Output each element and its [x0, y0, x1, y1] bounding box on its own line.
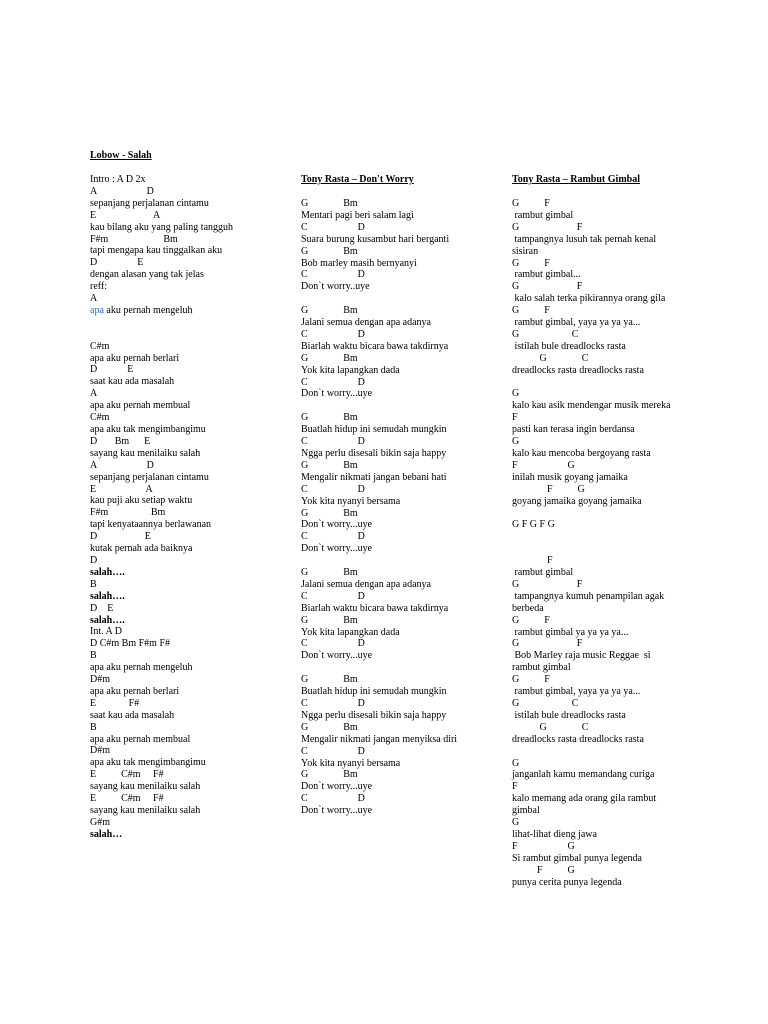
lyric-line: C D — [301, 698, 365, 709]
lyric-line: D E — [90, 257, 144, 269]
lyric-line: Mentari pagi beri salam lagi — [301, 209, 414, 221]
lyric-line: sayang kau menilaiku salah — [90, 447, 201, 459]
lyric-line: D#m — [90, 674, 110, 686]
lyric-line: apa aku pernah berlari — [90, 352, 180, 364]
lyric-line — [512, 543, 682, 555]
lyric-line: G C — [512, 721, 589, 733]
lyric-line: Don`t worry..uye — [301, 281, 370, 293]
lyric-line: G Bm — [301, 721, 358, 733]
lyric-line — [301, 555, 501, 567]
song-title: Tony Rasta – Rambut Gimbal — [512, 174, 640, 185]
lyric-line: F — [512, 412, 518, 424]
lyric-line: pasti kan terasa ingin berdansa — [512, 424, 635, 436]
lyric-line: Yok kita nyanyi bersama — [301, 757, 401, 769]
lyric-line: sayang kau menilaiku salah — [90, 781, 201, 793]
lyric-line: F#m Bm — [90, 507, 166, 519]
lyric-line: G F — [512, 198, 550, 209]
lyric-line: D — [90, 554, 98, 566]
lyric-line: C#m — [90, 412, 110, 424]
lyric-line: apa aku pernah membual — [90, 400, 191, 412]
lyric-line — [512, 377, 682, 389]
lyric-line: C D — [301, 638, 365, 650]
lyric-line: tampangnya kumuh penampilan agak — [512, 590, 665, 602]
lyric-line: gimbal — [512, 805, 540, 817]
lyric-line: G F — [512, 638, 583, 650]
lyric-line: Don`t worry...uye — [301, 388, 373, 400]
lyric-line: saat kau ada masalah — [90, 376, 175, 388]
lyric-line: D E — [90, 531, 151, 543]
lyric-line: G F — [512, 578, 583, 590]
lyric-line: kalo kau asik mendengar musik mereka — [512, 400, 671, 412]
lyric-line: Int. A D — [90, 626, 122, 638]
lyric-line: apa aku pernah berlari — [90, 685, 180, 697]
lyric-line — [512, 531, 682, 543]
lyric-line: Biarlah waktu bicara bawa takdirnya — [301, 340, 449, 352]
lyric-line: F — [512, 781, 518, 793]
lyric-line: C D — [301, 590, 365, 602]
lyric-line: Don`t worry...uye — [301, 805, 373, 817]
lyric-line — [512, 746, 682, 758]
lyric-line: G F — [512, 221, 583, 233]
lyric-line: tapi mengapa kau tinggalkan aku — [90, 245, 223, 257]
lyric-line: G F — [512, 305, 550, 317]
song-column-1 — [90, 150, 290, 841]
lyric-line: Don`t worry...uye — [301, 781, 373, 793]
lyric-line: kau bilang aku yang paling tangguh — [90, 221, 234, 233]
song-lyrics — [301, 198, 501, 817]
lyric-line: G — [512, 757, 520, 769]
lyric-line: G F — [512, 674, 550, 686]
lyric-line: salah…. — [90, 566, 125, 578]
lyric-line: berbeda — [512, 602, 544, 614]
lyric-line: lihat-lihat dieng jawa — [512, 828, 597, 840]
lyric-line: Don`t worry...uye — [301, 650, 373, 662]
lyric-line: Don`t worry...uye — [301, 543, 373, 555]
lyric-line: G Bm — [301, 412, 358, 424]
lyric-line: G — [512, 817, 520, 829]
lyric-line: A D — [90, 459, 154, 471]
lyric-line: Don`t worry...uye — [301, 519, 373, 531]
lyric-line: Ngga perlu disesali bikin saja happy — [301, 448, 447, 459]
lyric-line: rambut gimbal, yaya ya ya ya... — [512, 317, 641, 329]
lyric-line: rambut gimbal... — [512, 269, 581, 281]
lyric-line: Biarlah waktu bicara bawa takdirnya — [301, 602, 449, 614]
lyric-line: salah…. — [90, 614, 125, 626]
lyric-line — [90, 317, 290, 329]
lyric-line: Yok kita nyanyi bersama — [301, 495, 401, 507]
lyric-line: G Bm — [301, 352, 358, 364]
lyric-line: C D — [301, 483, 365, 495]
lyric-line: tapi kenyataannya berlawanan — [90, 519, 212, 531]
lyric-line: C D — [301, 376, 365, 388]
lyric-line: saat kau ada masalah — [90, 709, 175, 721]
lyric-line: Suara burung kusambut hari berganti — [301, 233, 450, 245]
lyric-line: Intro : A D 2x — [90, 174, 146, 185]
lyric-line: C D — [301, 269, 365, 281]
lyric-line: salah…. — [90, 590, 125, 602]
lyric-line: istilah bule dreadlocks rasta — [512, 340, 626, 352]
lyric-line: D C#m Bm F#m F# — [90, 638, 171, 650]
lyric-line: G C — [512, 328, 579, 340]
lyric-line: D E — [90, 364, 134, 376]
lyric-line: kalo memang ada orang gila rambut — [512, 793, 657, 805]
lyric-line — [301, 400, 501, 412]
lyric-line — [90, 329, 290, 341]
lyric-line: A — [90, 293, 98, 305]
lyric-line: B — [90, 650, 97, 662]
song-title: Tony Rasta – Don't Worry — [301, 174, 414, 185]
lyric-line: istilah bule dreadlocks rasta — [512, 709, 626, 721]
lyric-line: G F — [512, 281, 583, 293]
lyric-line: A — [90, 388, 98, 400]
lyric-line: salah… — [90, 828, 123, 840]
lyric-line: C D — [301, 328, 365, 340]
lyric-line: tampangnya lusuh tak pernah kenal — [512, 233, 657, 245]
lyric-line: F G — [512, 459, 575, 471]
lyric-line: Jalani semua dengan apa adanya — [301, 317, 431, 329]
lyric-line: F#m Bm — [90, 233, 178, 245]
lyric-line: rambut gimbal — [512, 662, 571, 674]
lyric-line: apa aku tak mengimbangimu — [90, 757, 206, 769]
song-title: Lobow - Salah — [90, 150, 152, 161]
lyric-line: E A — [90, 209, 161, 221]
lyric-text: aku pernah mengeluh — [103, 304, 193, 316]
lyric-line: apa aku pernah mengeluh — [90, 662, 193, 674]
lyric-line: G Bm — [301, 769, 358, 781]
lyric-line: C D — [301, 221, 365, 233]
lyric-line: F G — [512, 483, 585, 495]
lyric-line: G Bm — [301, 614, 358, 626]
lyric-line: rambut gimbal ya ya ya ya... — [512, 626, 629, 638]
lyric-line: C D — [301, 745, 365, 757]
lyric-line: D#m — [90, 745, 110, 757]
lyric-line: G Bm — [301, 567, 358, 579]
lyric-line: Buatlah hidup ini semudah mungkin — [301, 686, 447, 698]
song-column-2 — [301, 174, 501, 817]
lyric-link[interactable]: apa — [90, 304, 104, 316]
lyric-line: E A — [90, 483, 153, 495]
lyric-line: janganlah kamu memandang curiga — [512, 769, 655, 781]
lyric-line: F — [512, 555, 553, 567]
lyric-line: F G — [512, 864, 575, 876]
lyric-line: dreadlocks rasta dreadlocks rasta — [512, 364, 644, 376]
lyric-line: E C#m F# — [90, 793, 164, 805]
lyric-line: apa aku tak mengimbangimu — [90, 424, 206, 435]
lyric-line: kutak pernah ada baiknya — [90, 543, 193, 555]
lyric-line: sayang kau menilaiku salah — [90, 805, 201, 816]
lyric-line: Ngga perlu disesali bikin saja happy — [301, 709, 447, 721]
lyric-line: rambut gimbal — [512, 209, 574, 221]
lyric-line: D Bm E — [90, 435, 151, 447]
lyric-line: dengan alasan yang tak jelas — [90, 269, 204, 281]
lyric-line: G Bm — [301, 305, 358, 317]
lyric-line: C#m — [90, 340, 110, 352]
lyric-line: apa aku pernah membual — [90, 733, 191, 745]
lyric-line: rambut gimbal — [512, 567, 574, 579]
lyric-line: Bob marley masih bernyanyi — [301, 257, 417, 269]
song-column-3 — [512, 174, 682, 888]
lyric-line: sepanjang perjalanan cintamu — [90, 471, 209, 483]
lyric-line: Mengalir nikmati jangan menyiksa diri — [301, 733, 458, 745]
lyric-line: B — [90, 578, 97, 590]
lyric-line: G C — [512, 698, 579, 709]
lyric-line — [512, 508, 682, 520]
lyric-line: C D — [301, 531, 365, 543]
lyric-line: Jalani semua dengan apa adanya — [301, 578, 431, 590]
lyric-line: G — [512, 388, 520, 400]
lyric-line: G Bm — [301, 674, 358, 686]
song-lyrics — [512, 198, 682, 888]
lyric-line: C D — [301, 436, 365, 448]
lyric-line: G Bm — [301, 459, 358, 471]
lyric-line: G Bm — [301, 507, 358, 519]
lyric-line: G F — [512, 257, 550, 269]
lyric-line — [301, 662, 501, 674]
lyric-line: G Bm — [301, 198, 358, 209]
lyric-line: Buatlah hidup ini semudah mungkin — [301, 424, 447, 436]
lyric-line: dreadlocks rasta dreadlocks rasta — [512, 733, 644, 745]
lyric-line — [90, 305, 290, 317]
lyric-line: Mengalir nikmati jangan bebani hati — [301, 471, 447, 483]
lyric-line: F G — [512, 840, 575, 852]
lyric-line: kalo salah terka pikirannya orang gila — [512, 293, 666, 305]
lyric-line: Yok kita lapangkan dada — [301, 364, 400, 376]
lyric-line: kalo kau mencoba bergoyang rasta — [512, 448, 651, 460]
lyric-line: G C — [512, 352, 589, 364]
lyric-line: G F G F G — [512, 519, 555, 531]
lyric-line: kau puji aku setiap waktu — [90, 495, 193, 507]
lyric-line: E F# — [90, 697, 140, 709]
lyric-line: G#m — [90, 816, 110, 828]
lyric-line: B — [90, 721, 97, 733]
song-lyrics — [90, 174, 290, 841]
lyric-line: inilah musik goyang jamaika — [512, 471, 628, 483]
lyric-line: sisiran — [512, 245, 539, 257]
lyric-line: Si rambut gimbal punya legenda — [512, 852, 642, 864]
lyric-line: goyang jamaika goyang jamaika — [512, 495, 642, 507]
lyric-line: reff: — [90, 281, 108, 293]
lyric-line: C D — [301, 793, 365, 805]
lyric-line: G Bm — [301, 245, 358, 257]
lyric-line: A D — [90, 185, 154, 197]
lyric-line: punya cerita punya legenda — [512, 876, 622, 888]
lyric-line: D E — [90, 602, 114, 614]
lyric-line: rambut gimbal, yaya ya ya ya... — [512, 686, 641, 698]
lyric-line: G F — [512, 614, 550, 626]
lyric-line: Bob Marley raja music Reggae si — [512, 650, 651, 662]
lyric-line: sepanjang perjalanan cintamu — [90, 197, 209, 209]
lyric-line: G — [512, 436, 520, 448]
lyric-line: Yok kita lapangkan dada — [301, 626, 400, 638]
lyric-line — [301, 293, 501, 305]
lyric-line: E C#m F# — [90, 769, 164, 781]
